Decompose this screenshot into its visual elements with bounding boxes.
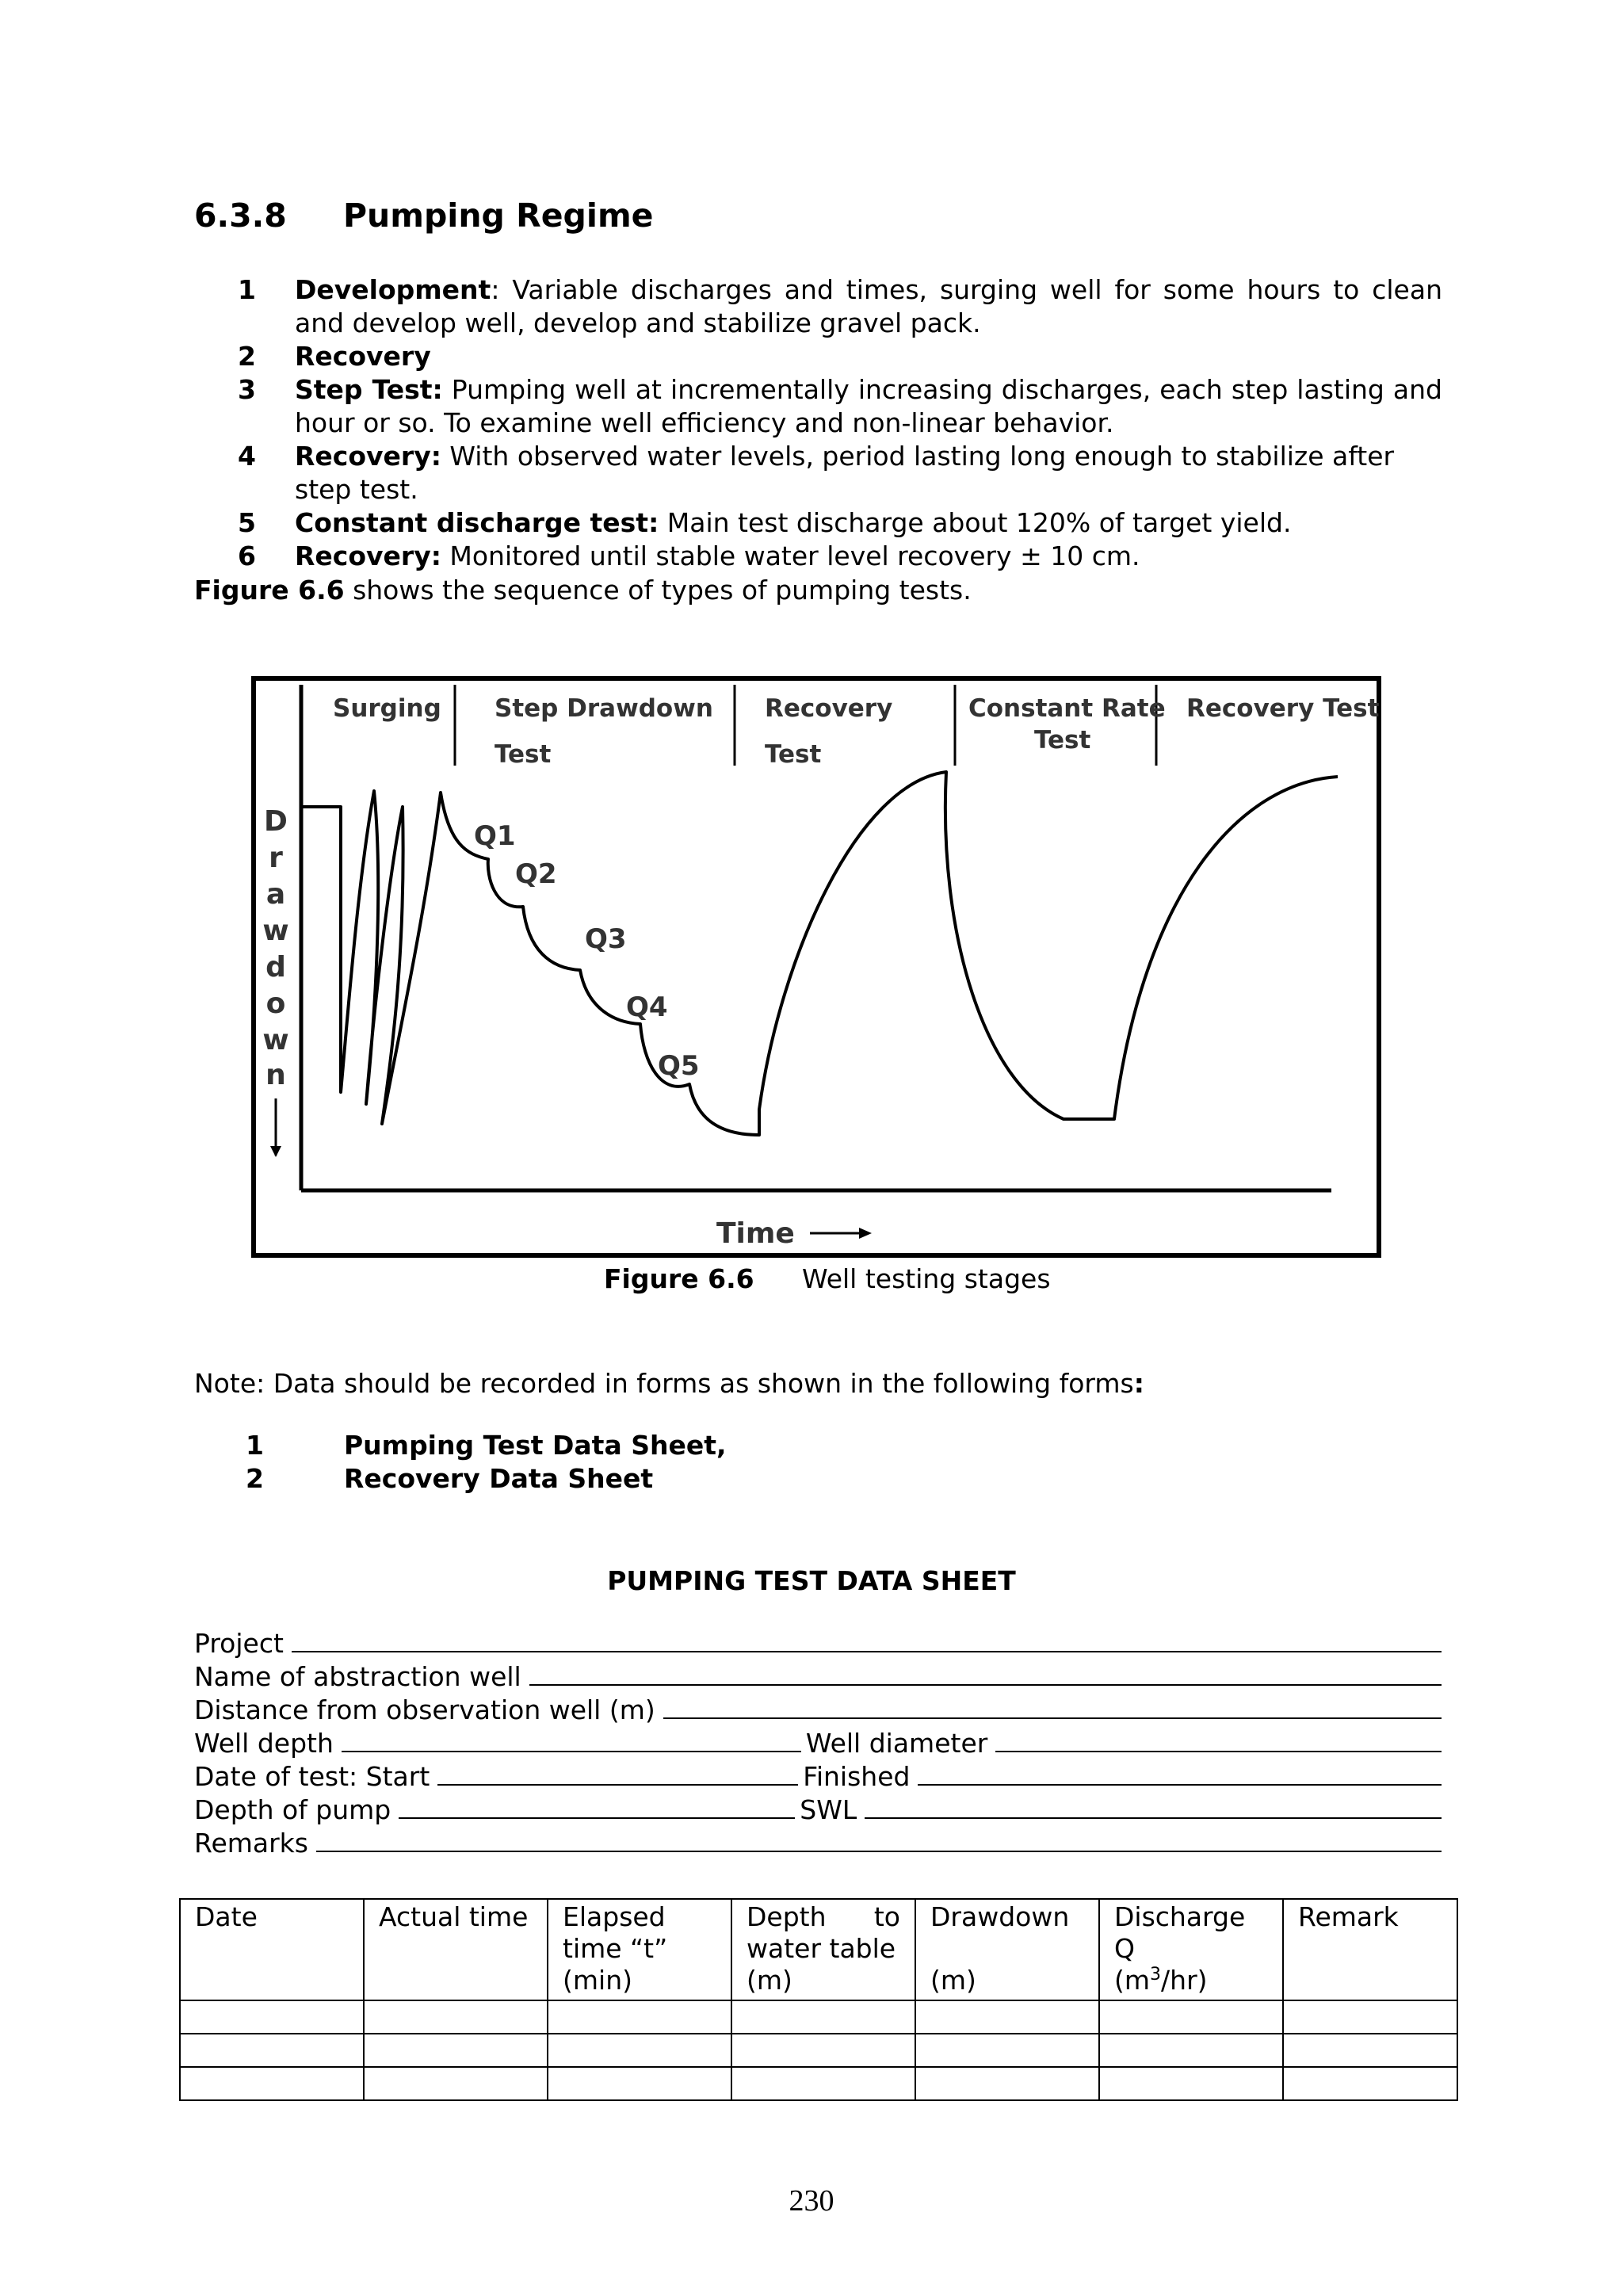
stage-label: Constant Rate: [968, 694, 1166, 723]
svg-text:n: n: [265, 1059, 286, 1091]
drawdown-curve: [301, 772, 1338, 1135]
stage-label: Surging: [333, 694, 441, 723]
list-item: 5 Constant discharge test: Main test discharge about 120% of target yield.: [238, 507, 1292, 538]
well-testing-stages-diagram: [247, 672, 1385, 1262]
caption-text: Well testing stages: [802, 1263, 1051, 1294]
table-row: [180, 2067, 1457, 2100]
step-label: Q3: [585, 923, 627, 955]
svg-text:d: d: [265, 951, 286, 984]
step-label: Q1: [474, 820, 516, 852]
svg-text:w: w: [262, 1024, 289, 1056]
swl-input[interactable]: [865, 1794, 1442, 1819]
table-row: [180, 2034, 1457, 2067]
well-diameter-input[interactable]: [995, 1727, 1442, 1752]
column-header: Remark: [1283, 1899, 1457, 2000]
field-well-depth: Well depth Well diameter: [194, 1727, 1446, 1760]
page-number: 230: [789, 2184, 834, 2218]
stage-label: Step Drawdown: [495, 694, 713, 723]
stage-label: Test: [495, 740, 552, 769]
note-paragraph: Note: Data should be recorded in forms as shown in the following forms:: [194, 1368, 1144, 1399]
caption-number: Figure 6.6: [604, 1263, 754, 1294]
column-header: Depth to water table (m): [731, 1899, 915, 2000]
figure-reference: Figure 6.6 shows the sequence of types of pumping tests.: [194, 575, 972, 606]
list-item: 2 Recovery Data Sheet: [246, 1463, 654, 1494]
svg-text:D: D: [264, 805, 288, 838]
field-abstraction-well: Name of abstraction well: [194, 1660, 1446, 1694]
regime-list: [238, 273, 1442, 573]
abstraction-well-input[interactable]: [529, 1660, 1442, 1686]
step-label: Q4: [626, 991, 668, 1023]
column-header: Discharge Q $(m^3/hr)$: [1099, 1899, 1283, 2000]
column-header: Elapsed time “t” (min): [548, 1899, 731, 2000]
figure-caption: [604, 1263, 1051, 1294]
pumping-test-table: [179, 1898, 1458, 2101]
field-distance: Distance from observation well (m): [194, 1694, 1446, 1727]
svg-text:w: w: [262, 915, 289, 947]
y-axis-label: [262, 805, 288, 1091]
list-item: 3 Step Test: Pumping well at incrementally increasing discharges, each step lasting and hour or so. To examine well efficiency and non-linear behavior.: [238, 374, 1442, 438]
column-header: Actual time: [364, 1899, 548, 2000]
stage-label: Test: [765, 740, 822, 769]
pump-depth-input[interactable]: [399, 1794, 795, 1819]
step-label: Q5: [658, 1050, 700, 1082]
sheet-title: PUMPING TEST DATA SHEET: [607, 1565, 1016, 1596]
section-number: 6.3.8: [194, 197, 287, 235]
section-title: Pumping Regime: [343, 197, 654, 235]
table-row: [180, 2000, 1457, 2034]
forms-list: [246, 1429, 727, 1496]
section-heading: [194, 197, 653, 235]
list-item: 2 Recovery: [238, 341, 431, 372]
stage-label: Recovery: [765, 694, 893, 723]
date-start-input[interactable]: [437, 1760, 798, 1786]
well-depth-input[interactable]: [342, 1727, 801, 1752]
table-header-row: [180, 1899, 1457, 2000]
remarks-input[interactable]: [316, 1827, 1442, 1852]
step-labels: [474, 820, 700, 1082]
stage-label: Recovery Test: [1186, 694, 1380, 723]
field-pump-depth: Depth of pump SWL: [194, 1794, 1446, 1827]
column-header: Date: [180, 1899, 364, 2000]
x-axis-label: Time: [716, 1217, 795, 1250]
field-date: Date of test: Start Finished: [194, 1760, 1446, 1794]
list-item: 6 Recovery: Monitored until stable water level recovery ± 10 cm.: [238, 541, 1140, 571]
project-input[interactable]: [292, 1627, 1442, 1652]
column-header: Drawdown (m): [915, 1899, 1099, 2000]
step-label: Q2: [515, 858, 557, 890]
field-remarks: Remarks: [194, 1827, 1446, 1860]
list-item: 1 Pumping Test Data Sheet,: [246, 1430, 727, 1461]
finished-input[interactable]: [918, 1760, 1442, 1786]
svg-text:o: o: [265, 988, 286, 1020]
stage-label: Test: [1034, 726, 1091, 755]
sheet-fields: [194, 1627, 1446, 1860]
distance-input[interactable]: [663, 1694, 1442, 1719]
svg-text:a: a: [265, 878, 286, 911]
svg-text:r: r: [269, 842, 283, 874]
field-project: Project: [194, 1627, 1446, 1660]
list-item: 4 Recovery: With observed water levels, period lasting long enough to stabilize after step test.: [238, 441, 1395, 505]
list-item: 1 Development: Variable discharges and times, surging well for some hours to clean and develop well, develop and stabilize gravel pack.: [238, 274, 1442, 338]
